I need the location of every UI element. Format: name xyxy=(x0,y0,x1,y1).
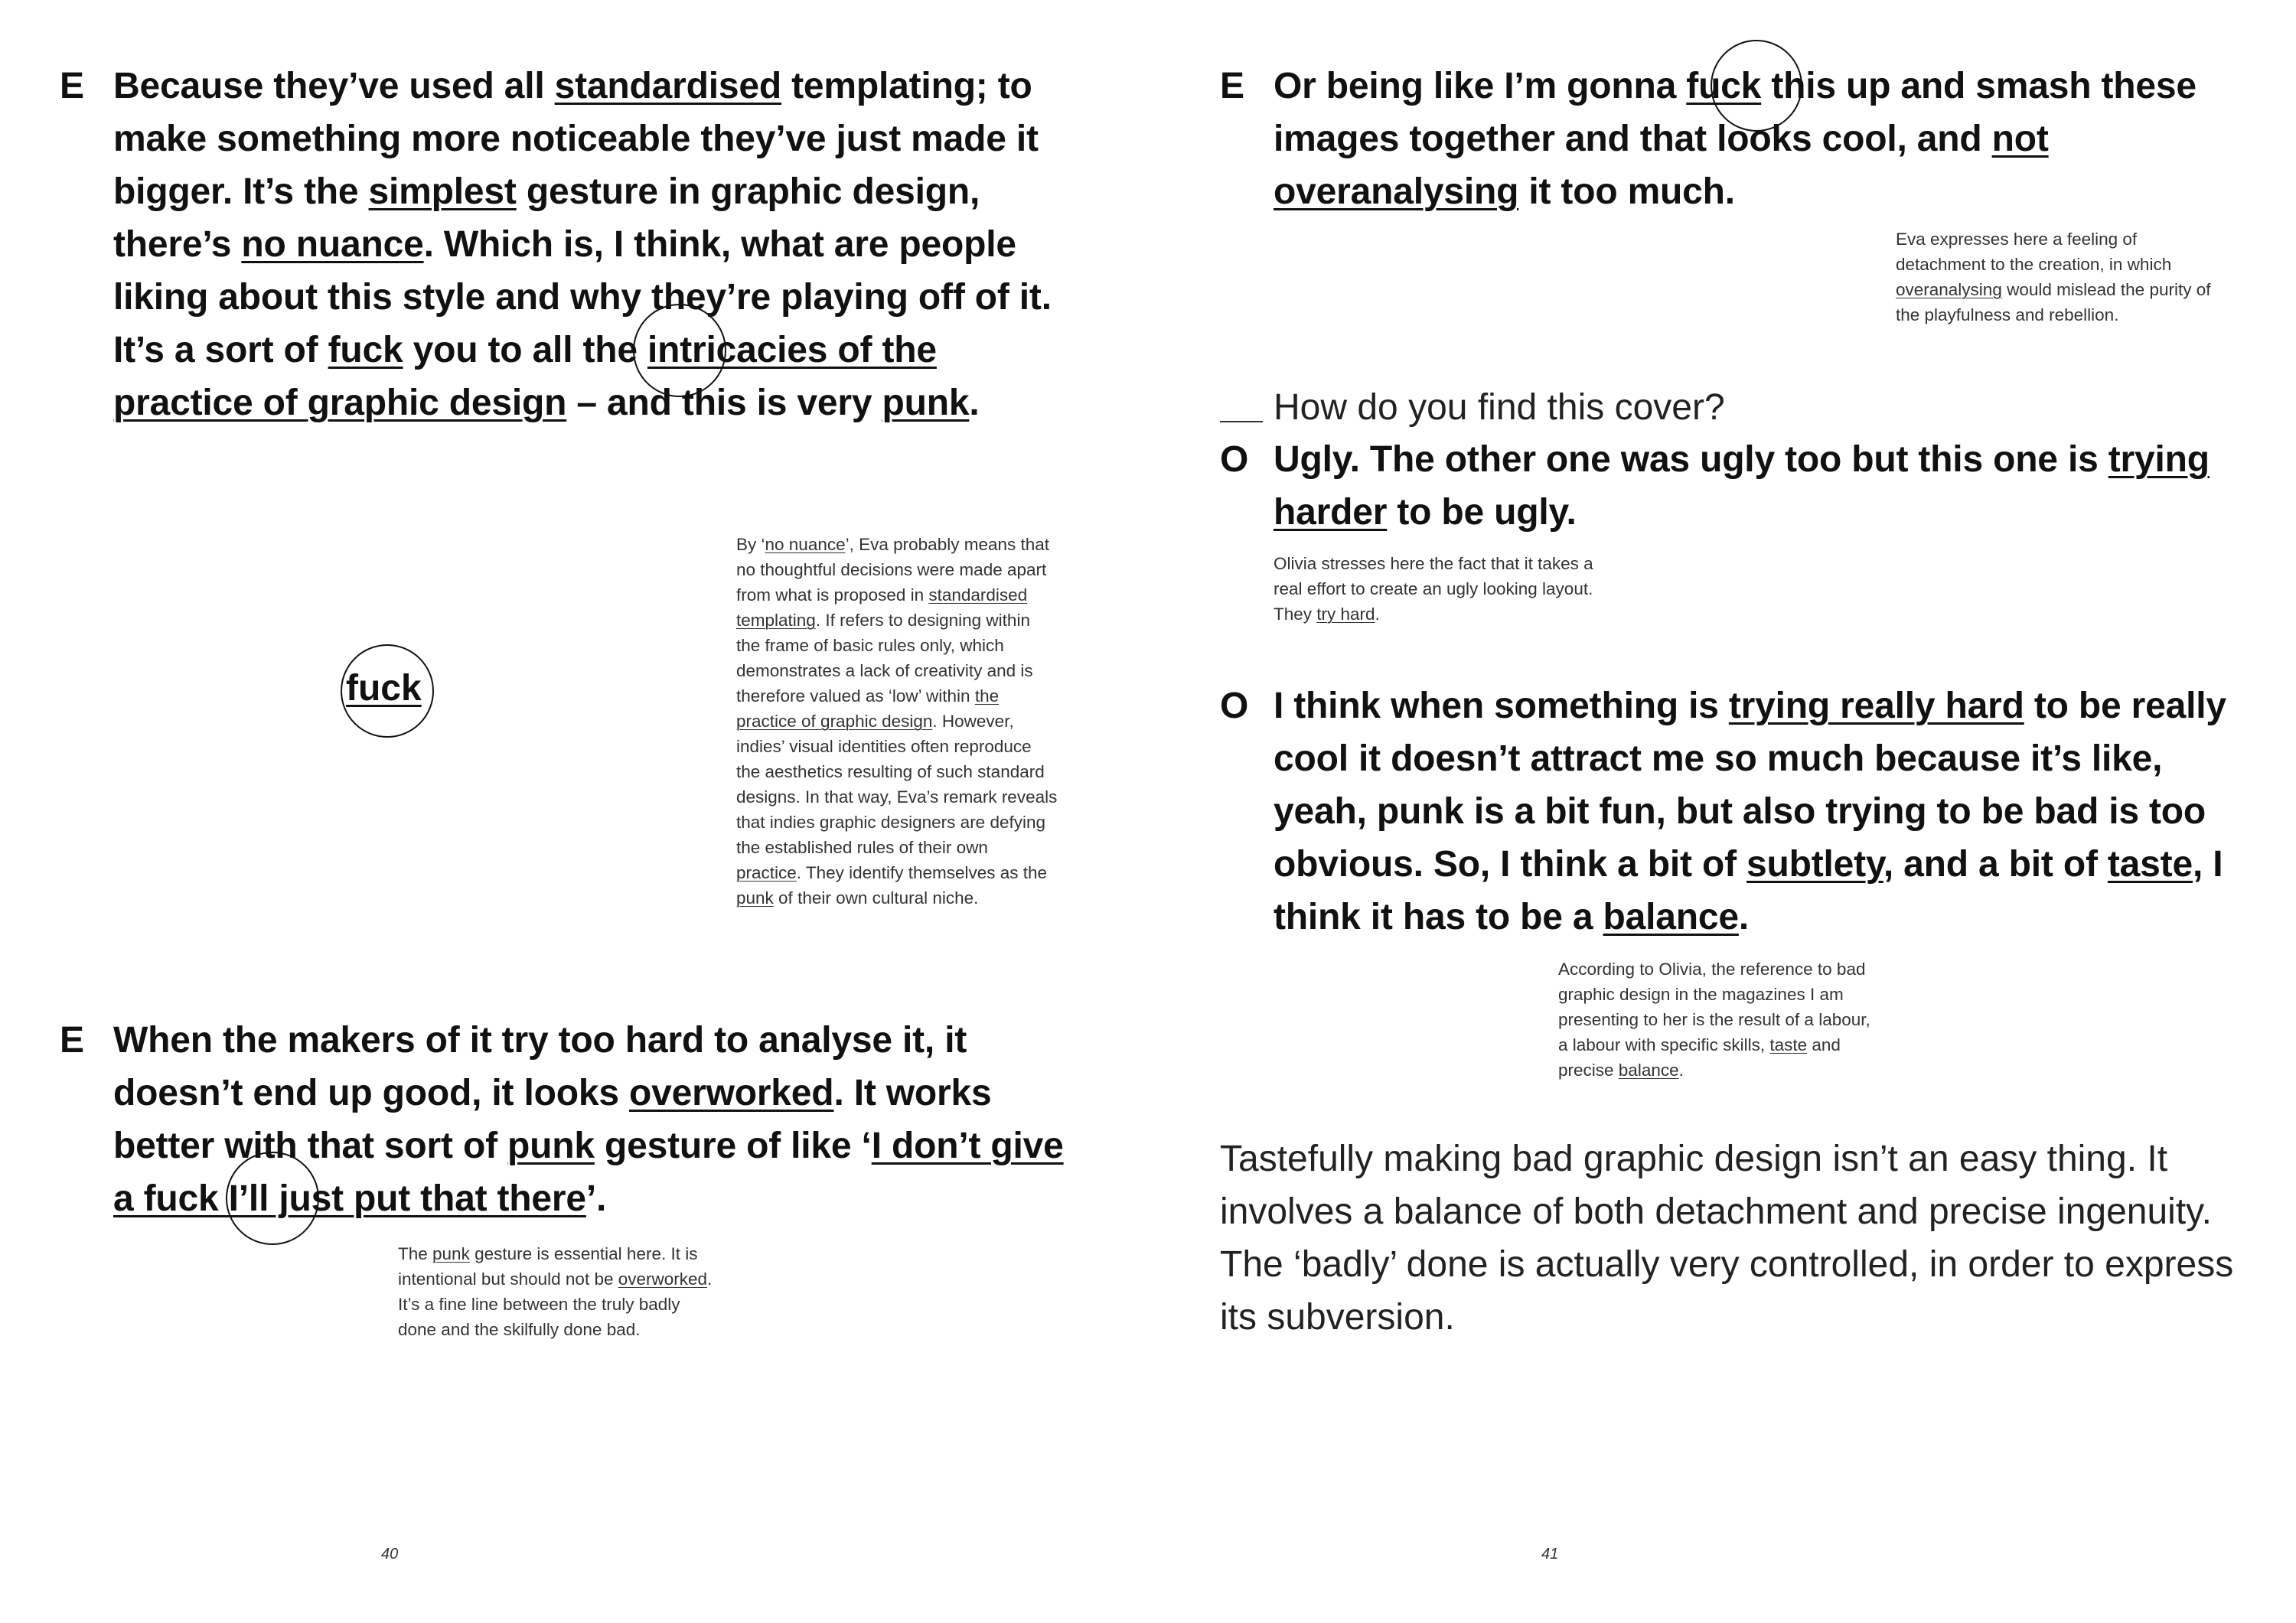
underlined-phrase: not overanalysing xyxy=(1274,119,2049,212)
text-segment: . xyxy=(1678,1061,1684,1080)
quote-eva-standardised xyxy=(60,60,1078,429)
quote-text xyxy=(113,60,1078,429)
quote-text xyxy=(1274,433,2230,539)
underlined-phrase: the practice of graphic design xyxy=(736,686,1000,731)
text-segment: . It’s a fine line between the truly badly done and the skilfully done bad. xyxy=(398,1269,713,1339)
underlined-phrase: punk xyxy=(507,1126,595,1166)
underlined-phrase: balance xyxy=(1618,1061,1679,1080)
underlined-phrase: balance xyxy=(1603,897,1739,937)
quote-eva-overworked xyxy=(60,1014,1078,1225)
text-segment: I think when something is xyxy=(1274,686,1729,726)
speaker-initial: O xyxy=(1220,439,1249,480)
text-segment: gesture is essential here. It is intentional but should not be xyxy=(398,1244,698,1289)
annotation-taste-balance xyxy=(1558,957,1880,1083)
text-segment: Or being like I’m gonna xyxy=(1274,66,1687,106)
underlined-phrase: trying really hard xyxy=(1728,686,2024,726)
text-segment: The xyxy=(398,1244,433,1263)
underlined-phrase: subtlety xyxy=(1746,844,1883,885)
hand-drawn-circle xyxy=(1711,40,1802,132)
annotation-try-hard xyxy=(1274,551,1595,627)
underlined-phrase: trying harder xyxy=(1274,439,2210,533)
text-segment: . xyxy=(1375,605,1380,624)
text-segment: . They identify themselves as the xyxy=(796,863,1048,882)
underlined-phrase: overworked xyxy=(618,1269,708,1289)
quote-olivia-ugly xyxy=(1220,433,2230,539)
underlined-phrase: try hard xyxy=(1316,605,1375,624)
text-segment: to be ugly. xyxy=(1387,492,1577,533)
quote-olivia-balance xyxy=(1220,680,2230,943)
underlined-phrase: simplest xyxy=(368,171,517,212)
text-segment: of their own cultural niche. xyxy=(773,888,979,908)
text-segment: ’. xyxy=(585,1178,607,1219)
text-segment: , I think it has to be a xyxy=(1274,844,2223,937)
text-segment: . If refers to designing within the frame of basic rules only, which demonstrates a lack of creativity and is therefore valued as ‘low’ within xyxy=(736,611,1033,706)
floating-word-fuck: fuck xyxy=(346,668,422,709)
underlined-phrase: punk xyxy=(882,383,970,423)
text-segment: When the makers of it try too hard to analyse it, it doesn’t end up good, it looks xyxy=(113,1020,967,1113)
text-segment: gesture of like ‘ xyxy=(594,1126,872,1166)
text-segment: Ugly. The other one was ugly too but this one is xyxy=(1274,439,2108,480)
underlined-phrase: standardised templating xyxy=(736,585,1028,630)
text-segment: gesture in graphic design, there’s xyxy=(113,171,980,265)
question-dash xyxy=(1220,421,1263,422)
text-segment: ’, Eva probably means that no thoughtful decisions were made apart from what is proposed in xyxy=(736,535,1050,605)
underlined-phrase: punk xyxy=(432,1244,470,1263)
speaker-initial: E xyxy=(60,66,85,106)
interview-question: How do you find this cover? xyxy=(1274,387,1725,428)
text-segment: According to Olivia, the reference to bad graphic design in the magazines I am presenting to her is the result of a labour, a labour with specific skills, xyxy=(1558,960,1870,1054)
text-segment: you to all the xyxy=(403,330,648,370)
underlined-phrase: standardised xyxy=(554,66,781,106)
page-number: 40 xyxy=(381,1546,399,1563)
underlined-phrase: no nuance xyxy=(241,224,424,265)
text-segment: templating; to make something more noticeable they’ve just made it bigger. It’s the xyxy=(113,66,1039,212)
text-segment: , and a bit of xyxy=(1883,844,2108,885)
speaker-initial: E xyxy=(1220,66,1245,106)
underlined-phrase: overworked xyxy=(628,1073,834,1113)
text-segment: it too much. xyxy=(1518,171,1735,212)
text-segment: to be really cool it doesn’t attract me so much because it’s like, yeah, punk is a bit fun, but also trying to be bad is too obvious. So, I think a bit of xyxy=(1274,686,2226,885)
text-segment: . xyxy=(969,383,980,423)
text-segment: . It works better with that sort of xyxy=(113,1073,992,1166)
annotation-detachment xyxy=(1896,227,2217,328)
hand-drawn-circle xyxy=(633,304,726,397)
conclusion-paragraph: Tastefully making bad graphic design isn’t an easy thing. It involves a balance of both detachment and precise ingenuity. The ‘badly’ done is actually very controlled, in order to express its subversion. xyxy=(1220,1139,2234,1338)
hand-drawn-circle-floating xyxy=(341,644,434,738)
text-segment: . xyxy=(1738,897,1750,937)
underlined-phrase: no nuance xyxy=(765,535,846,554)
hand-drawn-circle xyxy=(226,1152,319,1245)
speaker-initial: E xyxy=(60,1020,85,1061)
underlined-phrase: I don’t give a fuck I’ll just put that there xyxy=(113,1126,1064,1219)
underlined-phrase: punk xyxy=(736,888,774,908)
underlined-phrase: fuck xyxy=(1686,66,1762,106)
underlined-phrase: fuck xyxy=(328,330,403,370)
right-page xyxy=(1148,0,2296,1623)
underlined-phrase: taste xyxy=(1769,1035,1808,1054)
underlined-phrase: practice xyxy=(736,863,797,882)
text-segment: . However, indies’ visual identities often reproduce the aesthetics resulting of such standard designs. In that way, Eva’s remark reveals that indies graphic designers are defying the established rules of their own xyxy=(736,712,1058,857)
page-number: 41 xyxy=(1541,1546,1559,1563)
text-segment: would mislead the purity of the playfulness and rebellion. xyxy=(1896,280,2211,324)
text-segment: – and this is very xyxy=(566,383,882,423)
quote-text xyxy=(1274,680,2230,943)
underlined-phrase: taste xyxy=(2107,844,2193,885)
text-segment: Because they’ve used all xyxy=(113,66,555,106)
text-segment: By ‘ xyxy=(736,535,765,554)
speaker-initial: O xyxy=(1220,686,1249,726)
underlined-phrase: intricacies of the practice of graphic design xyxy=(113,330,937,423)
text-segment: . Which is, I think, what are people liking about this style and why they’re playing off of it. It’s a sort of xyxy=(113,224,1052,370)
text-segment: Eva expresses here a feeling of detachment to the creation, in which xyxy=(1896,230,2172,274)
annotation-no-nuance xyxy=(736,532,1058,911)
text-segment: Olivia stresses here the fact that it takes a real effort to create an ugly looking layout. They xyxy=(1274,554,1593,624)
annotation-punk-gesture xyxy=(398,1241,719,1342)
underlined-phrase: overanalysing xyxy=(1896,280,2002,299)
text-segment: this up and smash these images together and that looks cool, and xyxy=(1274,66,2197,159)
text-segment: and precise xyxy=(1558,1035,1841,1080)
